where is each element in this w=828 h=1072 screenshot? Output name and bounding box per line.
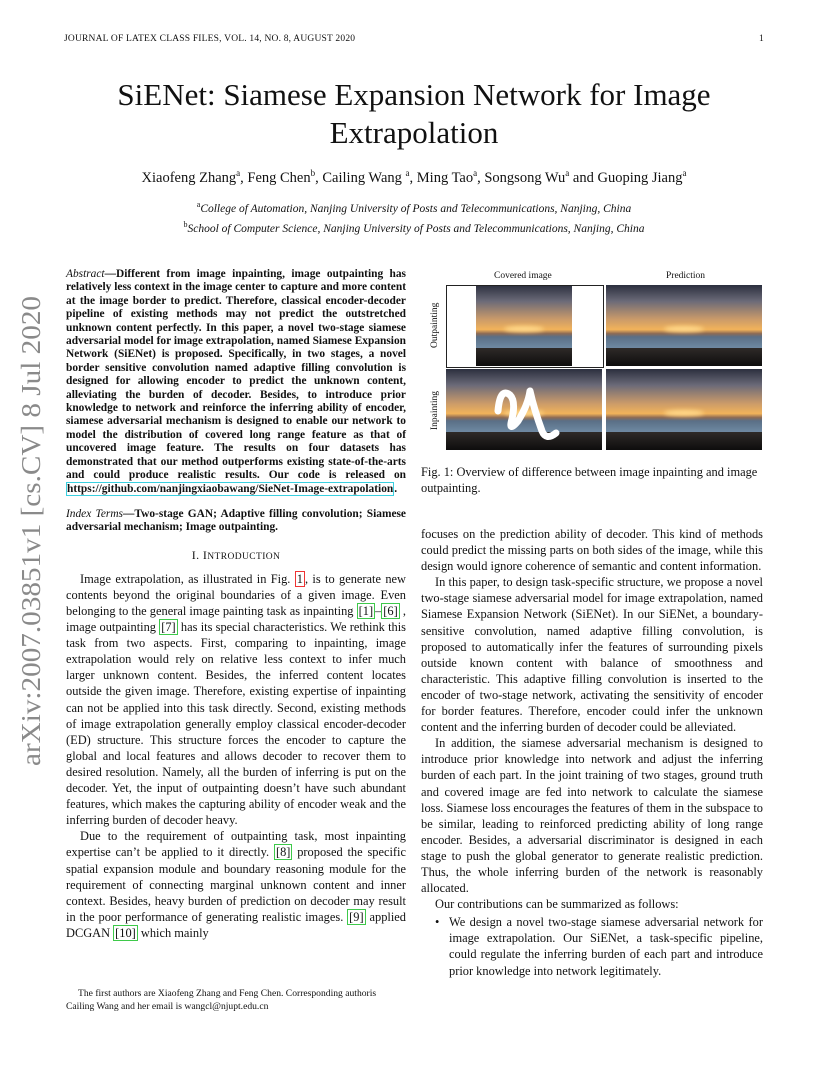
figure-col-label: Covered image [494, 271, 552, 281]
figure-row-label: Outpainting [430, 302, 440, 348]
author-name: Xiaofeng Zhang [141, 169, 237, 186]
author-name: and Guoping Jiang [569, 169, 683, 186]
page-number: 1 [759, 34, 764, 44]
text: proposed the specific spatial expansion module and boundary reasoning module for the requirement of connecting marginal unknown content and inner context. Besides, heavy burden of prediction on decoder may result in the poor performance of generating realistic images. [66, 845, 406, 924]
right-paragraph-0: focuses on the prediction ability of decoder. This kind of methods could predict the missing parts on both sides of the image, while this design would ignore coherence of semantic and content information. [421, 527, 763, 574]
citation-link[interactable]: [6] [383, 604, 398, 618]
index-terms-text: —Two-stage GAN; Adaptive filling convolution; Siamese adversarial mechanism; Image outpainting. [66, 507, 406, 534]
author-affil-mark: a [682, 168, 687, 178]
author-name: , Cailing Wang [315, 169, 406, 186]
author-affil-mark: b [310, 168, 316, 178]
paper-title [40, 76, 788, 152]
author-affil-mark: a [236, 168, 241, 178]
figure-ref-link[interactable]: 1 [296, 571, 303, 586]
author-affil-mark: a [565, 168, 570, 178]
section-number: I. [191, 547, 203, 562]
inpainting-prediction-image [606, 369, 762, 450]
affil-text: College of Automation, Nanjing University of Posts and Telecommunications, Nanjing, China [200, 202, 632, 215]
author-name: , Songsong Wu [477, 169, 566, 186]
abstract-label: Abstract [66, 268, 105, 280]
affil-mark: b [183, 219, 188, 229]
code-link[interactable]: https://github.com/nanjingxiaobawang/SieNet-Image-extrapolation [67, 482, 394, 495]
citation-link[interactable]: [7] [161, 620, 176, 635]
text: – [375, 604, 382, 618]
citation-link[interactable]: [10] [115, 925, 136, 940]
text: , is to generate new contents beyond the original boundaries of a given image. Even belonging to the general image painting task as inpainting [66, 571, 406, 618]
text: Due to the requirement of outpainting task, most inpainting expertise can’t be applied to it directly. [66, 829, 406, 860]
right-column [421, 526, 763, 979]
index-terms-label: Index Terms [66, 507, 123, 520]
image-border [446, 285, 604, 368]
journal-name: JOURNAL OF LATEX CLASS FILES, VOL. 14, NO. 8, AUGUST 2020 [64, 34, 356, 44]
author-name: , Ming Tao [409, 169, 474, 186]
abstract [66, 268, 406, 496]
figure-1 [422, 268, 764, 458]
arxiv-stamp [8, 296, 52, 766]
abstract-end: . [394, 482, 398, 495]
citation-link[interactable]: [9] [349, 909, 364, 924]
text: has its special characteristics. We rethink this task from two aspects. First, comparing to inpainting, image extrapolation would rely on relative less context to infer much larger unknown content. Besides, the inferred content locates outside the given image. Therefore, existing expertise of inpainting can not be applied into this task directly. Second, existing methods of image extrapolation generally employ classical encoder-decoder (ED) structure. This structure forces the encoder to capture the global and local features and allows decoder to recover them to desired resolution. Namely, all the burden of inferring is put on the decoder. Yet, the input of outpainting doesn’t have such abundant features, which makes the capturing ability of encoder weak and the inferring burden of decoder heavy. [66, 620, 406, 828]
right-paragraph-3: Our contributions can be summarized as follows: [435, 897, 679, 912]
intro-paragraph-1 [66, 571, 406, 829]
affiliation-b [40, 217, 788, 237]
author-name: , Feng Chen [240, 169, 311, 186]
section-heading [66, 547, 406, 565]
arxiv-id: arXiv:2007.03851v1 [cs.CV] 8 Jul 2020 [16, 331, 46, 766]
footnote: The first authors are Xiaofeng Zhang and Feng Chen. Corresponding authoris Cailing Wang and her email is wangcl@njupt.edu.cn [66, 988, 377, 1012]
section-title-rest: NTRODUCTION [207, 551, 281, 562]
affil-text: School of Computer Science, Nanjing University of Posts and Telecommunications, Nanjing, China [187, 222, 645, 235]
citation-link[interactable]: [8] [275, 845, 291, 860]
figure-row-label: Inpainting [430, 390, 440, 430]
text: , image outpainting [66, 604, 406, 635]
contribution-item [421, 914, 763, 978]
text: applied DCGAN [66, 909, 406, 940]
outpainting-prediction-image [606, 285, 762, 366]
affiliations [40, 197, 788, 237]
right-paragraph-1: In this paper, to design task-specific structure, we propose a novel two-stage siamese adversarial model for image extrapolation, named Siamese Expansion Network (SiENet). In our SiENet, a boundary-sensitive convolution, named adaptive filling convolution, is proposed to automatically infer the features of surrounding pixels outside known content with balance of smoothness and characteristic. This adaptive filling convolution is inserted to the encoder of two-stage network, activating the sensitivity of encoder for border features. Therefore, encoder could infer the unknown content and the inferring burden of decoder could be alleviated. [421, 575, 763, 735]
index-terms [66, 508, 406, 535]
affil-mark: a [196, 200, 201, 209]
title-line-2: Extrapolation [329, 115, 499, 150]
running-header [64, 34, 764, 44]
bullet-mark: • [435, 915, 440, 930]
figure-caption: Fig. 1: Overview of difference between image inpainting and image outpainting. [421, 465, 758, 495]
intro-paragraph-2 [66, 828, 406, 941]
author-affil-mark: a [405, 168, 410, 178]
abstract-text: —Different from image inpainting, image outpainting has relatively less context in the image center to capture and more content at the image border to predict. Therefore, classical encoder-decoder pipeline of existing methods may not predict the outstretched unknown content perfectly. In this paper, a novel two-stage siamese adversarial model for image extrapolation, named Siamese Expansion Network (SiENet) is proposed. Specifically, in two stages, a novel border sensitive convolution named adaptive filling convolution is designed for allowing encoder to predict the unknown content, alleviating the burden of decoder. Besides, to introduce prior knowledge to network and reinforce the inferring ability of encoder, siamese adversarial mechanism is designed to enable our network to model the distribution of covered long range feature as that of uncovered image feature. The results on four datasets has demonstrated that our method outperforms existing state-of-the-arts and could produce realistic results. Our code is released on [66, 268, 406, 482]
contribution-text: We design a novel two-stage siamese adversarial network for image extrapolation. Our SiENet, a task-specific pipeline, could regulate the inferring burden of each part and introduce prior knowledge into network legitimately. [449, 915, 763, 978]
affiliation-a [40, 197, 788, 217]
text: which mainly [137, 925, 209, 940]
author-affil-mark: a [473, 168, 478, 178]
title-line-1: SiENet: Siamese Expansion Network for Image [117, 77, 711, 112]
inpainting-covered-image [446, 369, 602, 450]
section-title-initial: I [202, 547, 208, 562]
author-list [40, 168, 788, 187]
figure-col-label: Prediction [666, 271, 706, 281]
right-paragraph-2: In addition, the siamese adversarial mechanism is designed to introduce prior knowledge into network and adjust the inferring burden of each part. In the joint training of two stages, ground truth and covered image are fed into network to calculate the siamese loss. Siamese loss encourages the features of them in the subspace to be similar, leading to reinforced predicting ability of long range encoder. Besides, a adversarial discriminator is designed in each stage to push the global generator to generate realistic prediction. Thus, the whole inferring burden of the network is reasonably allocated. [421, 736, 763, 896]
text: Image extrapolation, as illustrated in Fig. [80, 571, 295, 586]
citation-link[interactable]: [1] [358, 604, 374, 618]
mask-stroke [446, 369, 602, 450]
left-column [66, 268, 406, 941]
